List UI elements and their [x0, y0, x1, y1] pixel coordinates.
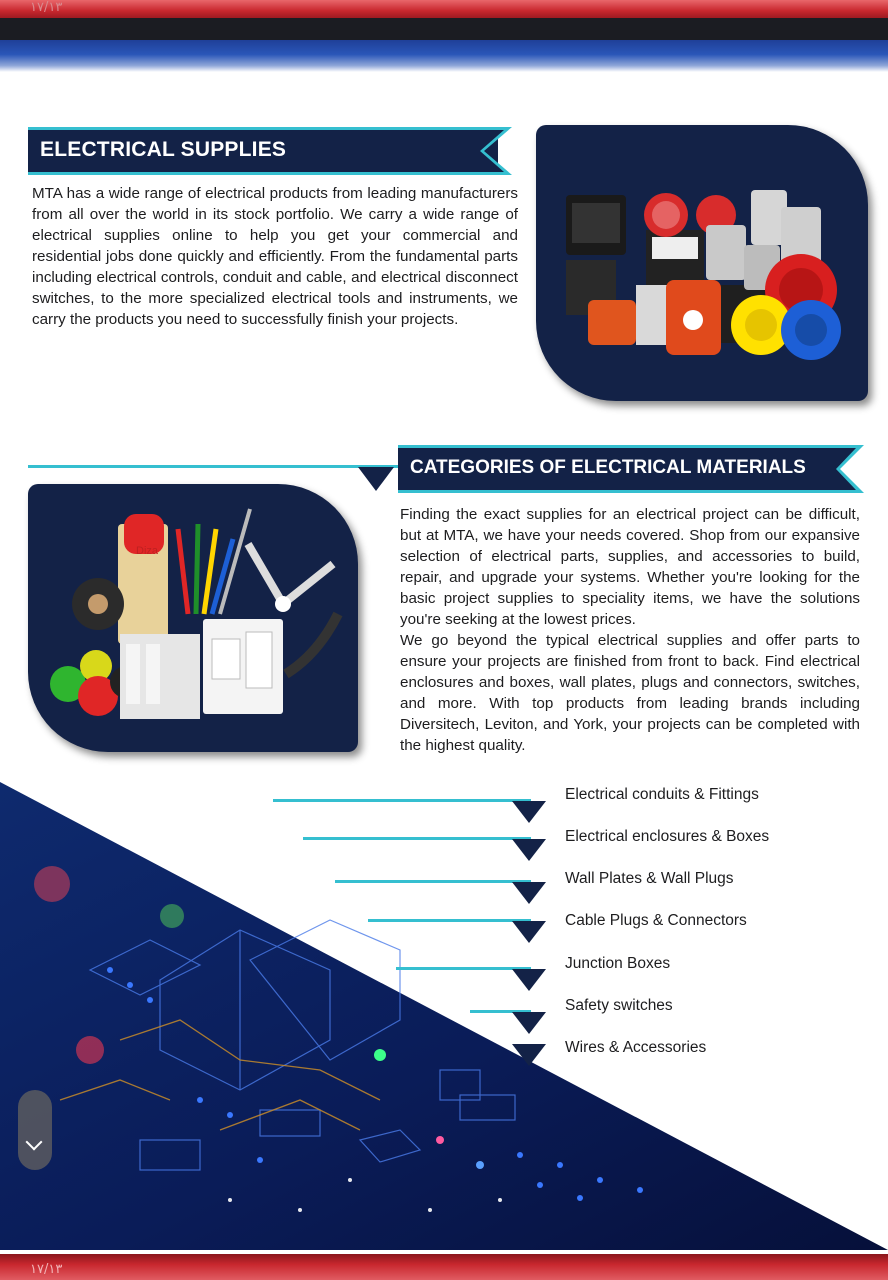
- top-dark-bar: [0, 18, 888, 40]
- category-triangle-2: [512, 839, 546, 861]
- category-triangle-7: [512, 1044, 546, 1066]
- banner1-tail: [470, 127, 520, 175]
- section2-body-2: We go beyond the typical electrical supplies and offer parts to ensure your projects are finished from front to back. Find electrical enclosures and boxes, wall plates, plugs and connectors, switches, and more. With top products from leading brands including Diversitech, Leviton, and York, your projects can be completed with the highest quality.: [400, 632, 860, 754]
- chevron-down-icon: [26, 1134, 43, 1151]
- category-triangle-1: [512, 801, 546, 823]
- banner2-tail: [826, 445, 866, 493]
- category-line-2: [303, 837, 531, 840]
- section1-body: MTA has a wide range of electrical products from leading manufacturers from all over the world in its stock portfolio. We carry a wide range of electrical supplies online to help you get your commercial and residential jobs done quickly and efficiently. From the fundamental parts including electrical controls, conduit and cable, and electrical disconnect switches, to the more specialized electrical tools and instruments, we carry the products you need to successfully finish your projects.: [32, 185, 518, 328]
- category-item-3: Wall Plates & Wall Plugs: [565, 870, 734, 887]
- category-item-1: Electrical conduits & Fittings: [565, 786, 759, 803]
- section2-title: CATEGORIES OF ELECTRICAL MATERIALS: [410, 457, 806, 478]
- photo2-brand-text: Diza: [136, 545, 159, 557]
- category-line-5: [396, 967, 531, 970]
- section2-divider-triangle: [358, 467, 394, 491]
- category-triangle-5: [512, 969, 546, 991]
- section2-body-1: Finding the exact supplies for an electrical project can be difficult, but at MTA, we have your needs covered. Shop from our expansive selection of electrical parts, supplies, and accessories to build, repair, and upgrade your systems. Whether you're looking for the basic project supplies to speciality items, we have the solutions you're seeking at the lowest prices.: [400, 506, 860, 628]
- bottom-red-bar: [0, 1254, 888, 1280]
- category-item-7: Wires & Accessories: [565, 1039, 707, 1056]
- category-item-4: Cable Plugs & Connectors: [565, 912, 747, 929]
- category-item-2: Electrical enclosures & Boxes: [565, 828, 770, 845]
- category-triangle-6: [512, 1012, 546, 1034]
- category-line-4: [368, 919, 531, 922]
- electrical-materials-photo: [28, 484, 358, 752]
- category-line-1: [273, 799, 531, 802]
- category-triangle-3: [512, 882, 546, 904]
- section2-divider-line: [28, 465, 398, 468]
- top-red-bar: [0, 0, 888, 18]
- section1-title-banner: [28, 127, 498, 175]
- section2-title-banner: [398, 445, 838, 493]
- category-triangle-4: [512, 921, 546, 943]
- electrical-supplies-photo: [536, 125, 868, 401]
- scroll-down-control[interactable]: [18, 1090, 52, 1170]
- section1-title: ELECTRICAL SUPPLIES: [40, 138, 287, 161]
- category-item-5: Junction Boxes: [565, 955, 671, 972]
- page-number-bottom: ١٧/١٣: [30, 1262, 63, 1277]
- category-line-3: [335, 880, 531, 883]
- category-item-6: Safety switches: [565, 997, 673, 1014]
- top-blue-band: [0, 40, 888, 72]
- page-number-top: ١٧/١٣: [30, 0, 63, 15]
